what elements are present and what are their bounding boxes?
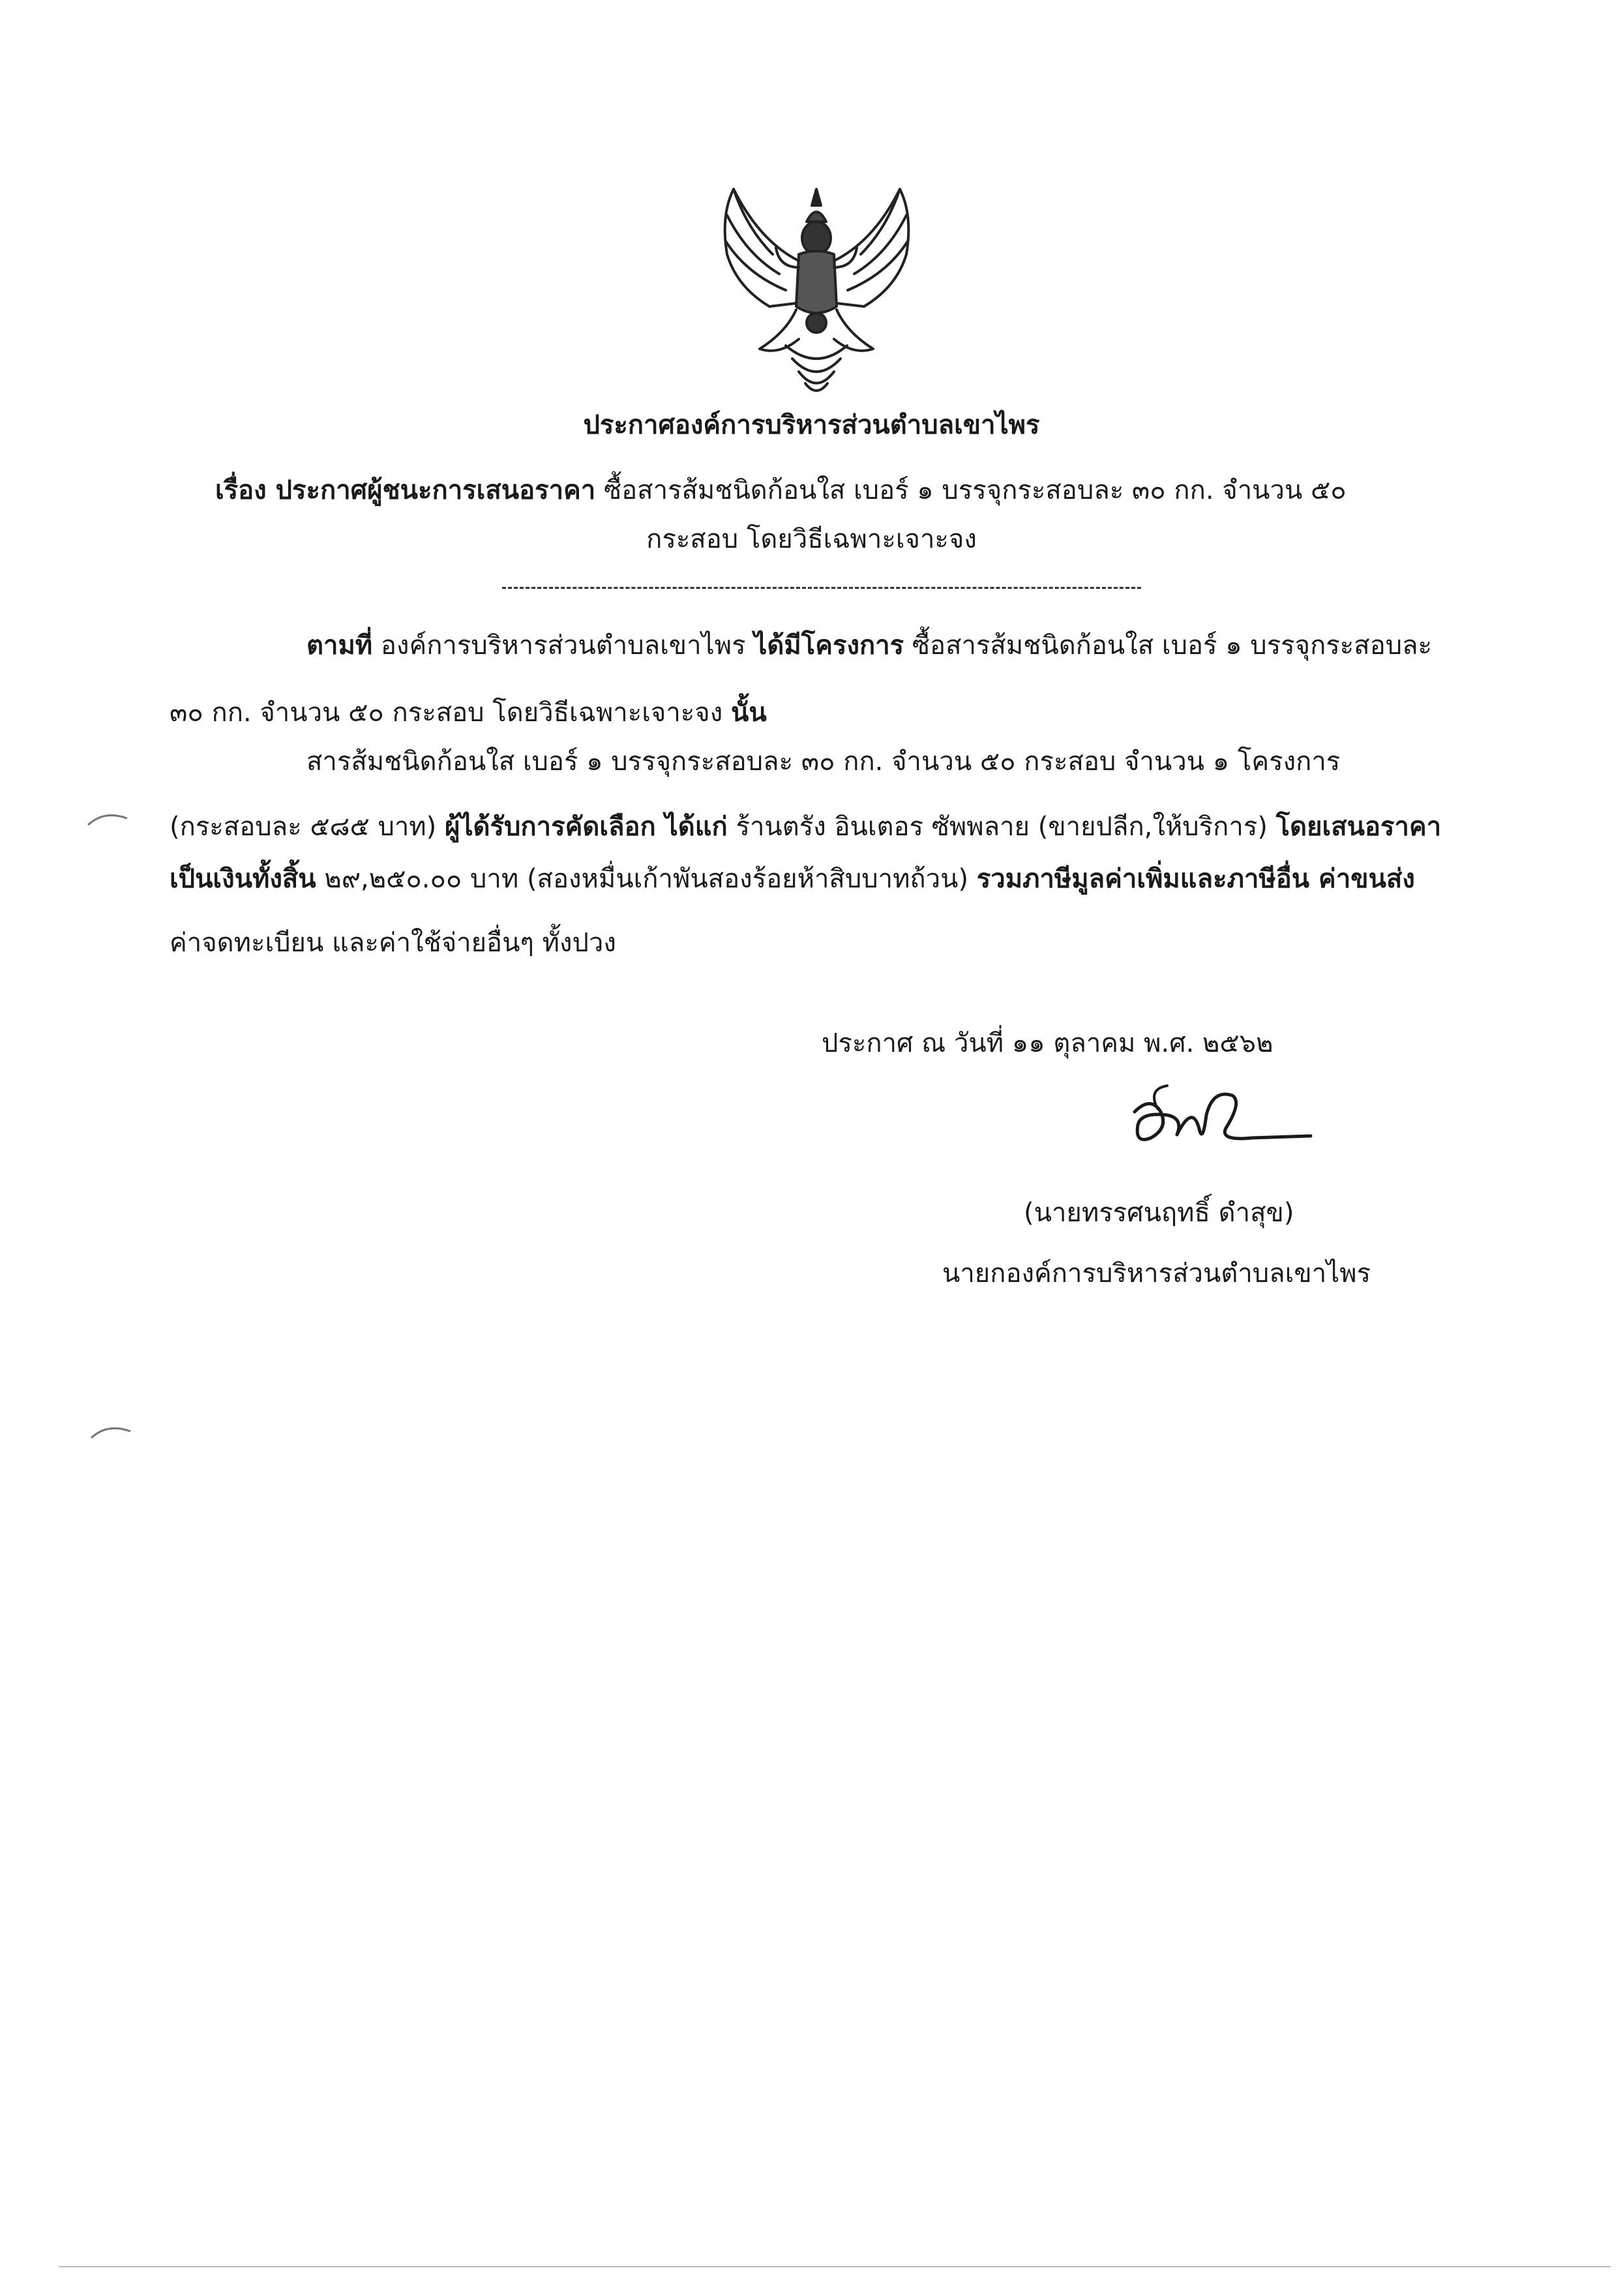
unit-price: (กระสอบละ ๕๘๕ บาท) [170,812,437,842]
scan-artifact-icon [85,809,130,828]
project-phrase: ได้มีโครงการ [754,631,904,661]
paragraph-2-line-3 [170,859,1415,899]
offer-label: โดยเสนอราคา [1275,812,1442,842]
total-label: เป็นเงินทั้งสิ้น [170,864,316,894]
vendor-name: ร้านตรัง อินเตอร ซัพพลาย (ขายปลีก,ให้บริการ) [736,812,1268,842]
announcement-date: ประกาศ ณ วันที่ ๑๑ ตุลาคม พ.ศ. ๒๕๖๒ [822,1028,1273,1058]
signer-name: (นายทรรศนฤทธิ์ ดำสุข) [1024,1198,1294,1228]
subject-text: ซื้อสารส้มชนิดก้อนใส เบอร์ ๑ บรรจุกระสอบละ ๓๐ กก. จำนวน ๕๐ [603,475,1347,505]
paragraph-lead: ตามที่ [306,631,373,661]
subject-label: เรื่อง ประกาศผู้ชนะการเสนอราคา [215,475,596,505]
paragraph-1-line-1 [306,626,1432,665]
paragraph-1-line-2 [170,693,767,732]
signer-title: นายกองค์การบริหารส่วนตำบลเขาไพร [942,1259,1371,1289]
paragraph-1-text: ซื้อสารส้มชนิดก้อนใส เบอร์ ๑ บรรจุกระสอบละ [912,631,1433,661]
subject-line-2: กระสอบ โดยวิธีเฉพาะเจาะจง [646,524,977,554]
subject-line [215,471,1347,510]
paragraph-2-line-4: ค่าจดทะเบียน และค่าใช้จ่ายอื่นๆ ทั้งปวง [170,928,616,958]
garuda-emblem-icon [707,176,926,401]
paragraph-1-text-2: ๓๐ กก. จำนวน ๕๐ กระสอบ โดยวิธีเฉพาะเจาะจง [170,698,723,728]
selected-label: ผู้ได้รับการคัดเลือก ได้แก่ [445,812,728,842]
paragraph-1-end: นั้น [730,698,767,728]
total-amount: ๒๙,๒๕๐.๐๐ บาท (สองหมื่นเก้าพันสองร้อยห้าสิบบาทถ้วน) [324,864,969,894]
handwritten-signature-icon [1122,1076,1317,1161]
dashed-divider [502,587,1141,589]
paragraph-2-line-2 [170,807,1441,846]
scan-artifact-icon [88,1422,134,1441]
paragraph-2-line-1: สารส้มชนิดก้อนใส เบอร์ ๑ บรรจุกระสอบละ ๓๐ กก. จำนวน ๕๐ กระสอบ จำนวน ๑ โครงการ [306,747,1341,777]
page-bottom-edge [59,2266,1611,2267]
organization-name: องค์การบริหารส่วนตำบลเขาไพร [380,631,746,661]
announcement-title: ประกาศองค์การบริหารส่วนตำบลเขาไพร [583,410,1040,440]
tax-note: รวมภาษีมูลค่าเพิ่มและภาษีอื่น ค่าขนส่ง [976,864,1415,894]
